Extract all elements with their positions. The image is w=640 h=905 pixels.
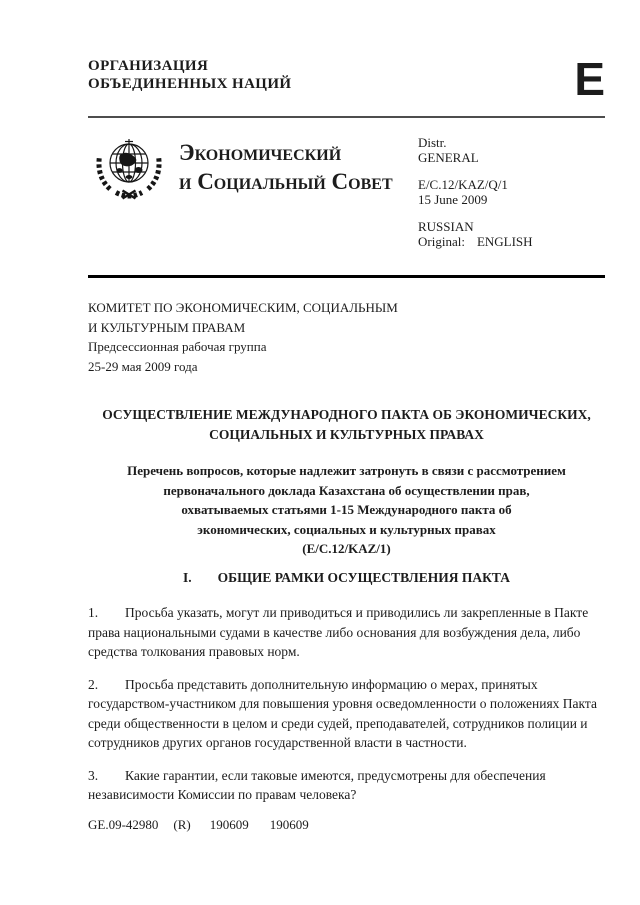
document-title xyxy=(88,405,605,444)
paragraph-1-number: 1. xyxy=(88,605,99,620)
section-title: ОБЩИЕ РАМКИ ОСУЩЕСТВЛЕНИЯ ПАКТА xyxy=(217,569,510,585)
session-dates: 25-29 мая 2009 года xyxy=(88,358,198,374)
original-language-line xyxy=(418,235,605,250)
paragraph-1 xyxy=(88,603,605,662)
original-value: ENGLISH xyxy=(476,233,533,249)
paragraph-3 xyxy=(88,766,605,805)
subtitle-line4: экономических, социальных и культурных правах xyxy=(197,521,496,537)
section-heading xyxy=(88,568,605,588)
subtitle-line1: Перечень вопросов, которые надлежит затронуть в связи с рассмотрением xyxy=(127,463,566,478)
distribution-block xyxy=(418,134,605,262)
language-group xyxy=(418,220,605,249)
symbol-group xyxy=(418,178,605,207)
council-name-line2: и Социальный Совет xyxy=(179,169,393,194)
document-date: 15 June 2009 xyxy=(418,191,488,207)
document-language: RUSSIAN xyxy=(418,219,474,234)
thick-divider xyxy=(88,275,605,278)
working-group-line: Предсессионная рабочая группа xyxy=(88,339,267,354)
footer-language-code: (R) xyxy=(173,816,191,832)
document-content xyxy=(88,0,605,832)
org-name xyxy=(88,57,292,93)
footer-reference: GE.09-42980 xyxy=(88,816,159,832)
document-subtitle xyxy=(88,461,605,559)
title-line2: СОЦИАЛЬНЫХ И КУЛЬТУРНЫХ ПРАВАХ xyxy=(209,426,484,442)
footer-code-1: 190609 xyxy=(209,816,249,832)
document-symbol: E/C.12/KAZ/Q/1 xyxy=(418,177,508,192)
masthead xyxy=(88,0,605,105)
paragraph-1-text: Просьба указать, могут ли приводиться и приводились ли закрепленные в Пакте права национальными судами в качестве либо основания для возбуждения дела, либо средства толкования правовых норм. xyxy=(88,605,589,659)
un-emblem-icon xyxy=(91,134,167,204)
title-line1: ОСУЩЕСТВЛЕНИЕ МЕЖДУНАРОДНОГО ПАКТА ОБ ЭКОНОМИЧЕСКИХ, xyxy=(102,407,591,422)
committee-block xyxy=(88,298,605,376)
original-label: Original: xyxy=(418,233,465,249)
subtitle-line3: охватываемых статьями 1-15 Международного пакта об xyxy=(181,502,512,517)
document-footer xyxy=(88,817,605,832)
section-number: I. xyxy=(183,569,192,585)
distr-value: GENERAL xyxy=(418,149,479,165)
distr-label: Distr. xyxy=(418,135,447,150)
org-line2: ОБЪЕДИНЕННЫХ НАЦИЙ xyxy=(88,76,292,92)
paragraph-3-number: 3. xyxy=(88,767,99,783)
distr-group xyxy=(418,136,605,165)
subtitle-line2: первоначального доклада Казахстана об осуществлении прав, xyxy=(163,482,530,498)
paragraph-2-text: Просьба представить дополнительную информацию о мерах, принятых государством-участником для повышения уровня осведомленности о положениях Пакта среди общественности в целом и среди судей, преподавателей, сотрудников полиции и сотрудников других органов государственной власти в частности. xyxy=(88,676,597,750)
paragraph-3-text: Какие гарантии, если таковые имеются, предусмотрены для обеспечения независимости Комиссии по правам человека? xyxy=(88,767,546,802)
subtitle-symbol-ref: (E/C.12/KAZ/1) xyxy=(302,541,391,556)
paragraph-2 xyxy=(88,675,605,753)
council-row xyxy=(88,134,605,262)
document-series-letter: E xyxy=(574,53,605,105)
org-line1: ОРГАНИЗАЦИЯ xyxy=(88,58,209,74)
committee-line2: И КУЛЬТУРНЫМ ПРАВАМ xyxy=(88,319,246,335)
council-name xyxy=(179,134,393,196)
footer-code-2: 190609 xyxy=(269,816,309,832)
paragraph-2-number: 2. xyxy=(88,676,99,692)
council-name-line1: Экономический xyxy=(179,140,342,165)
committee-line1: КОМИТЕТ ПО ЭКОНОМИЧЕСКИМ, СОЦИАЛЬНЫМ xyxy=(88,300,398,315)
thin-divider xyxy=(88,116,605,118)
